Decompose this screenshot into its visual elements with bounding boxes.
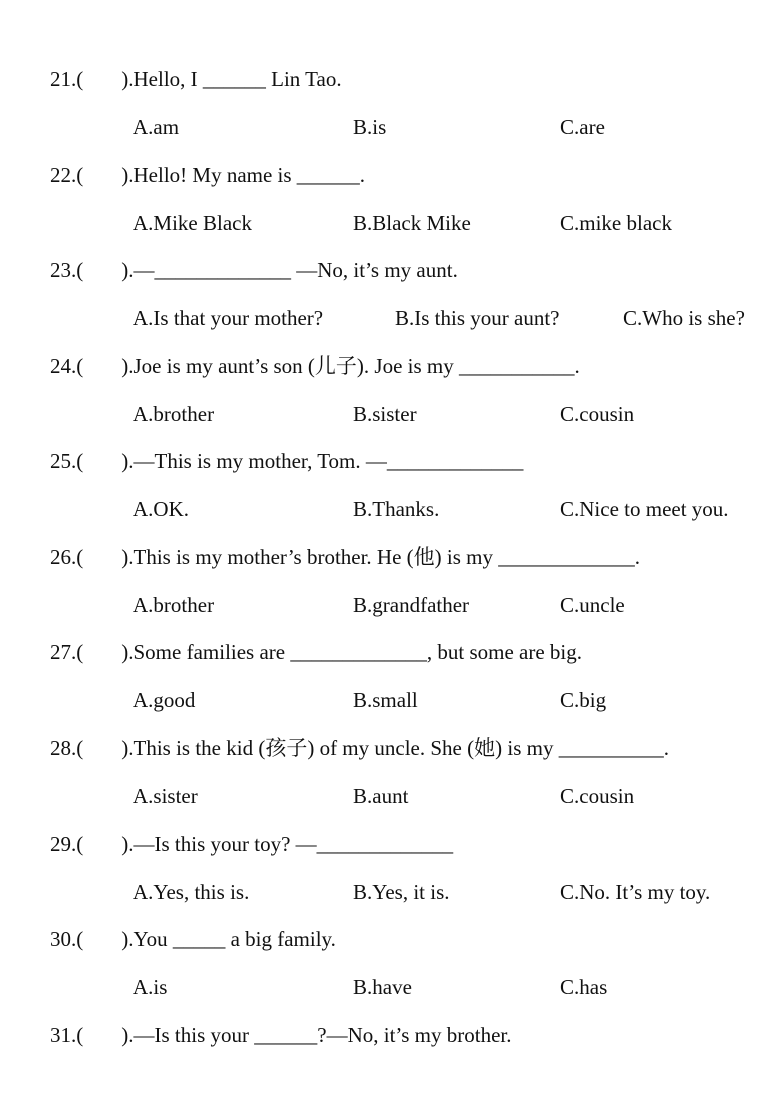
question-line [50,350,580,382]
option-a: A.Is that your mother? [133,306,324,330]
question-line [50,541,640,573]
closing-paren: ) [121,354,129,378]
question-text: .You _____ a big family. [128,927,336,951]
question-text: .—_____________ —No, it’s my aunt. [128,258,458,282]
question-23 [0,254,780,350]
option-a: A.brother [133,593,215,617]
option-c: C.are [560,115,605,139]
option-c: C.has [560,975,608,999]
question-line [50,63,342,95]
question-text: .—Is this your ______?—No, it’s my brother. [128,1023,512,1047]
option-b: B.aunt [353,784,409,808]
question-number: 30.( [50,927,84,951]
option-a: A.OK. [133,497,189,521]
closing-paren: ) [121,449,129,473]
question-24 [0,350,780,446]
question-text: .This is my mother’s brother. He (他) is my _____________. [128,545,640,569]
question-text: .Hello, I ______ Lin Tao. [128,67,342,91]
question-number: 22.( [50,163,84,187]
options-row [0,493,780,525]
question-text: .Hello! My name is ______. [128,163,366,187]
option-a: A.am [133,115,180,139]
option-a: A.Mike Black [133,211,252,235]
closing-paren: ) [121,927,129,951]
option-b: B.Yes, it is. [353,880,450,904]
question-text: .Some families are _____________, but some are big. [128,640,582,664]
question-number: 25.( [50,449,84,473]
closing-paren: ) [121,545,129,569]
question-number: 29.( [50,832,84,856]
options-row [0,589,780,621]
question-25 [0,445,780,541]
closing-paren: ) [121,640,129,664]
question-number: 31.( [50,1023,84,1047]
options-row [0,971,780,1003]
options-row [0,302,780,334]
question-text: .This is the kid (孩子) of my uncle. She (她) is my __________. [128,736,669,760]
option-c: C.cousin [560,402,635,426]
question-line [50,732,669,764]
option-c: C.uncle [560,593,625,617]
question-line [50,923,336,955]
option-a: A.is [133,975,168,999]
option-c: C.cousin [560,784,635,808]
question-number: 27.( [50,640,84,664]
options-row [0,684,780,716]
option-c: C.No. It’s my toy. [560,880,711,904]
question-31 [0,1019,780,1059]
option-a: A.brother [133,402,215,426]
options-row [0,876,780,908]
option-b: B.Thanks. [353,497,440,521]
question-line [50,636,582,668]
question-text: .—This is my mother, Tom. —_____________ [128,449,524,473]
question-text: .—Is this your toy? —_____________ [128,832,454,856]
option-a: A.Yes, this is. [133,880,250,904]
question-22 [0,159,780,255]
closing-paren: ) [121,736,129,760]
option-b: B.grandfather [353,593,470,617]
options-row [0,780,780,812]
option-c: C.Nice to meet you. [560,497,729,521]
question-line [50,159,365,191]
question-21 [0,63,780,159]
option-a: A.sister [133,784,198,808]
question-line [50,828,453,860]
question-line [50,254,458,286]
option-a: A.good [133,688,196,712]
option-b: B.Is this your aunt? [395,306,560,330]
option-b: B.sister [353,402,417,426]
closing-paren: ) [121,258,129,282]
question-number: 24.( [50,354,84,378]
question-text: .Joe is my aunt’s son (儿子). Joe is my ___________. [128,354,580,378]
question-27 [0,636,780,732]
options-row [0,111,780,143]
question-number: 26.( [50,545,84,569]
option-c: C.mike black [560,211,672,235]
question-line [50,1019,511,1051]
options-row [0,398,780,430]
option-c: C.Who is she? [623,306,745,330]
option-b: B.is [353,115,387,139]
closing-paren: ) [121,1023,129,1047]
option-b: B.Black Mike [353,211,471,235]
option-b: B.small [353,688,418,712]
closing-paren: ) [121,163,129,187]
options-row [0,207,780,239]
question-26 [0,541,780,637]
closing-paren: ) [121,832,129,856]
option-b: B.have [353,975,412,999]
question-number: 21.( [50,67,84,91]
question-number: 28.( [50,736,84,760]
question-28 [0,732,780,828]
question-29 [0,828,780,924]
question-number: 23.( [50,258,84,282]
question-30 [0,923,780,1019]
question-line [50,445,523,477]
option-c: C.big [560,688,607,712]
closing-paren: ) [121,67,129,91]
